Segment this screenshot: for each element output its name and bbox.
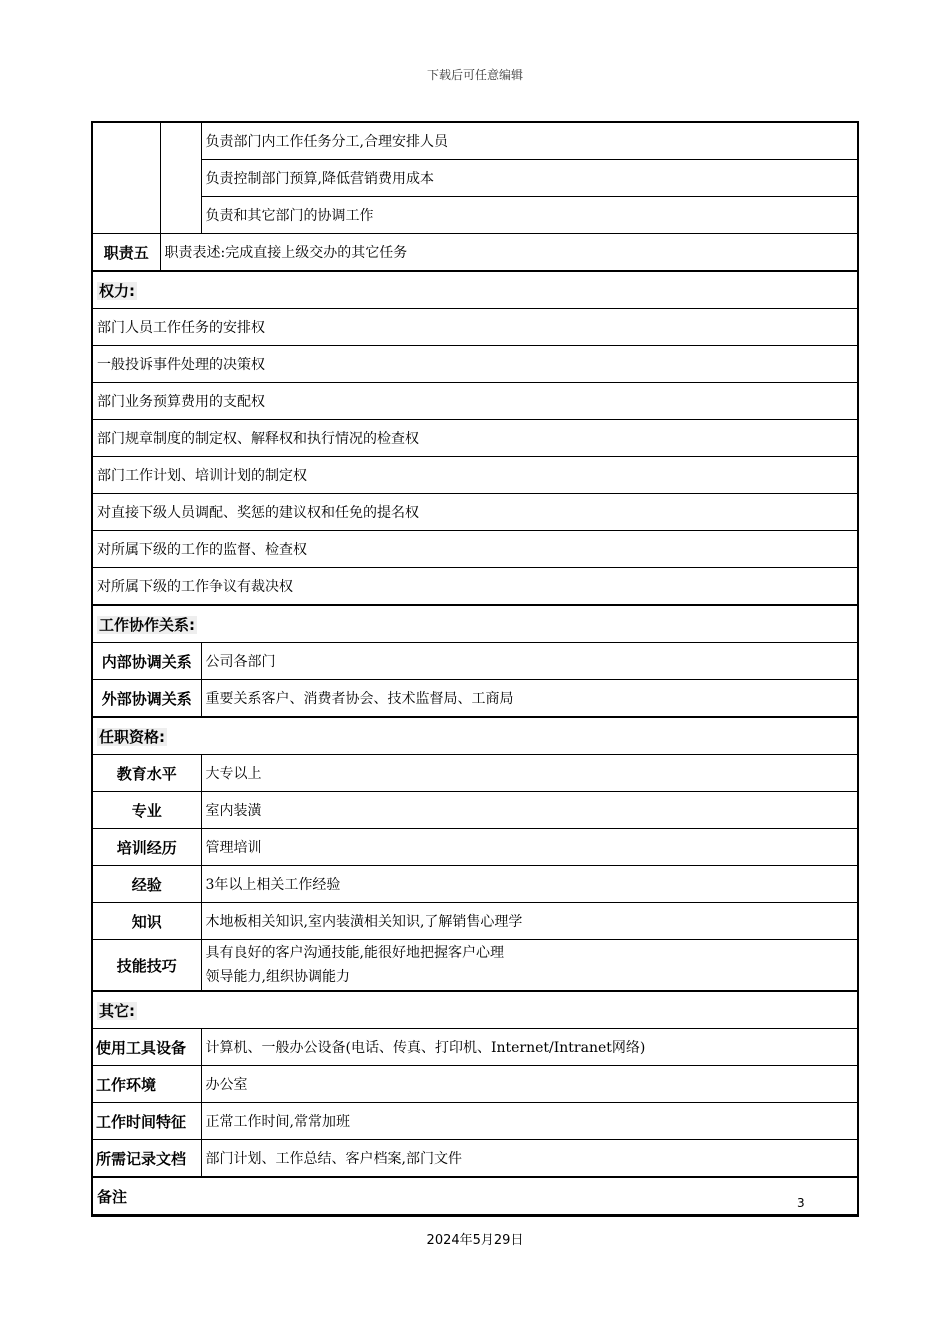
experience-label: 经验 — [93, 866, 201, 903]
blank-cell — [93, 123, 160, 234]
environment-row — [93, 1066, 857, 1103]
training-row — [93, 829, 857, 866]
external-coordination-row — [93, 680, 857, 718]
footer-date: 2024年5月29日 — [426, 1233, 524, 1248]
duty-row — [93, 123, 857, 160]
knowledge-label: 知识 — [93, 903, 201, 940]
environment-label: 工作环境 — [93, 1066, 201, 1103]
other-heading: 其它: — [99, 1001, 135, 1020]
duty-row — [93, 197, 857, 234]
internal-coordination-label: 内部协调关系 — [93, 643, 201, 680]
duty-item: 负责和其它部门的协调工作 — [201, 197, 857, 234]
duty-item: 负责控制部门预算,降低营销费用成本 — [201, 160, 857, 197]
knowledge-row — [93, 903, 857, 940]
power-item: 对所属下级的工作争议有裁决权 — [93, 568, 857, 606]
work-time-value: 正常工作时间,常常加班 — [201, 1103, 857, 1140]
education-label: 教育水平 — [93, 755, 201, 792]
internal-coordination-value: 公司各部门 — [201, 643, 857, 680]
skills-row — [93, 940, 857, 992]
duty-item: 负责部门内工作任务分工,合理安排人员 — [201, 123, 857, 160]
environment-value: 办公室 — [201, 1066, 857, 1103]
cooperation-heading-row — [93, 605, 857, 643]
duty5-label: 职责五 — [93, 234, 160, 272]
power-item: 部门规章制度的制定权、解释权和执行情况的检查权 — [93, 420, 857, 457]
power-item: 部门工作计划、培训计划的制定权 — [93, 457, 857, 494]
experience-value: 3年以上相关工作经验 — [201, 866, 857, 903]
power-item: 对所属下级的工作的监督、检查权 — [93, 531, 857, 568]
header-note: 下载后可任意编辑 — [426, 68, 523, 82]
power-item: 一般投诉事件处理的决策权 — [93, 346, 857, 383]
tools-row — [93, 1029, 857, 1066]
skills-line: 领导能力,组织协调能力 — [205, 969, 350, 985]
knowledge-value: 木地板相关知识,室内装潢相关知识,了解销售心理学 — [201, 903, 857, 940]
blank-cell — [160, 123, 201, 234]
power-item: 部门业务预算费用的支配权 — [93, 383, 857, 420]
duty-row — [93, 160, 857, 197]
page-number: 3 — [797, 1196, 805, 1210]
other-heading-row — [93, 991, 857, 1029]
work-time-row — [93, 1103, 857, 1140]
skills-line: 具有良好的客户沟通技能,能很好地把握客户心理 — [205, 945, 504, 961]
training-label: 培训经历 — [93, 829, 201, 866]
skills-label: 技能技巧 — [93, 940, 201, 992]
major-label: 专业 — [93, 792, 201, 829]
records-row — [93, 1140, 857, 1178]
tools-value: 计算机、一般办公设备(电话、传真、打印机、Internet/Intranet网络) — [201, 1029, 857, 1066]
tools-label: 使用工具设备 — [93, 1029, 201, 1066]
job-description-table — [91, 121, 859, 1217]
major-value: 室内装潢 — [201, 792, 857, 829]
external-coordination-label: 外部协调关系 — [93, 680, 201, 718]
duty5-row — [93, 234, 857, 272]
internal-coordination-row — [93, 643, 857, 680]
education-value: 大专以上 — [201, 755, 857, 792]
qualifications-heading-row — [93, 717, 857, 755]
records-label: 所需记录文档 — [93, 1140, 201, 1178]
external-coordination-value: 重要关系客户、消费者协会、技术监督局、工商局 — [201, 680, 857, 718]
remarks-row — [93, 1177, 857, 1215]
duty5-text: 职责表述:完成直接上级交办的其它任务 — [160, 234, 857, 272]
power-heading: 权力: — [99, 281, 135, 300]
power-item: 对直接下级人员调配、奖惩的建议权和任免的提名权 — [93, 494, 857, 531]
qualifications-heading: 任职资格: — [99, 727, 165, 746]
training-value: 管理培训 — [201, 829, 857, 866]
power-heading-row — [93, 271, 857, 309]
education-row — [93, 755, 857, 792]
power-item: 部门人员工作任务的安排权 — [93, 309, 857, 346]
major-row — [93, 792, 857, 829]
skills-value — [201, 940, 857, 992]
records-value: 部门计划、工作总结、客户档案,部门文件 — [201, 1140, 857, 1178]
experience-row — [93, 866, 857, 903]
work-time-label: 工作时间特征 — [93, 1103, 201, 1140]
cooperation-heading: 工作协作关系: — [99, 615, 195, 634]
remarks-heading: 备注 — [93, 1177, 857, 1215]
